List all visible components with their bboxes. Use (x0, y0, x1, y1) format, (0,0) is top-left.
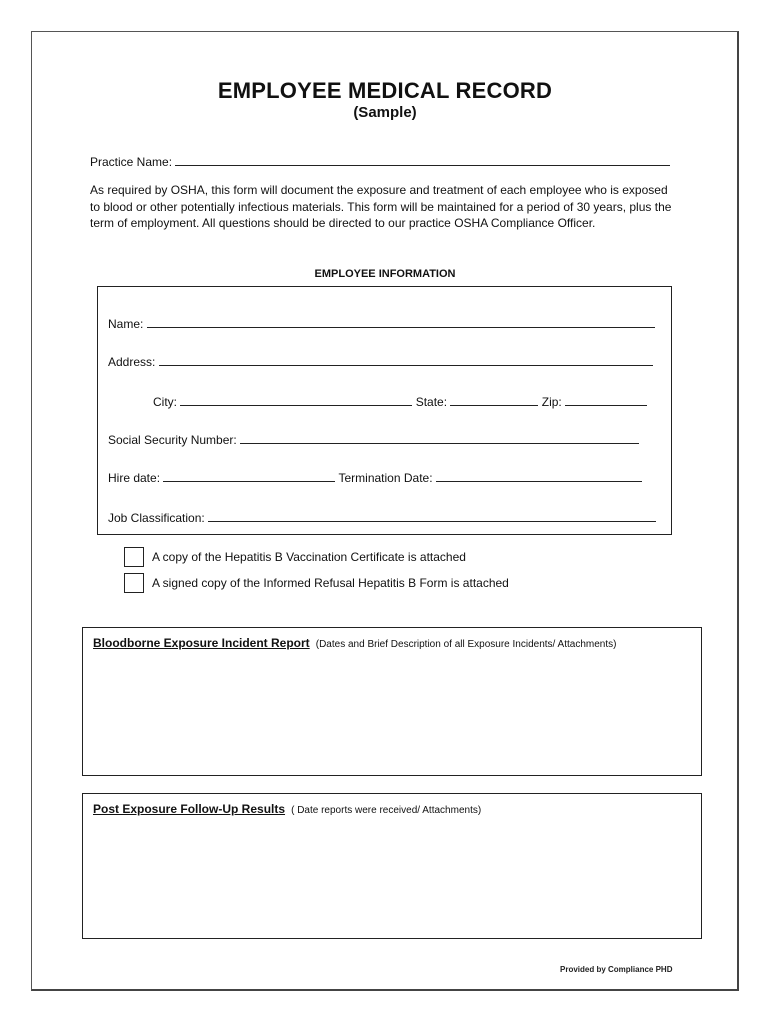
incident-report-box[interactable] (82, 627, 702, 776)
address-label: Address: (108, 355, 156, 369)
ssn-line[interactable] (240, 431, 639, 444)
ssn-label: Social Security Number: (108, 433, 237, 447)
ssn-field[interactable] (108, 431, 639, 447)
hire-date-line[interactable] (163, 469, 335, 482)
hire-date-label: Hire date: (108, 471, 161, 485)
address-field[interactable] (108, 353, 653, 369)
refusal-form-checkbox[interactable] (124, 573, 144, 593)
name-field[interactable] (108, 315, 655, 331)
practice-name-field[interactable] (90, 153, 670, 169)
follow-up-title: Post Exposure Follow-Up Results (93, 802, 286, 816)
hep-b-certificate-checkbox[interactable] (124, 547, 144, 567)
practice-name-line[interactable] (175, 153, 670, 166)
state-line[interactable] (450, 393, 538, 406)
job-classification-field[interactable] (108, 509, 656, 525)
city-label: City: (153, 395, 177, 409)
job-classification-label: Job Classification: (108, 511, 205, 525)
form-title: EMPLOYEE MEDICAL RECORD (217, 78, 553, 103)
refusal-form-label: A signed copy of the Informed Refusal Hepatitis B Form is attached (152, 576, 509, 590)
follow-up-box[interactable] (82, 793, 702, 939)
intro-paragraph: As required by OSHA, this form will document the exposure and treatment of each employee who is exposed to blood or other potentially infectious materials. This form will be maintained for a period of 30 years, plus the term of employment. All questions should be directed to our practice OSHA Compliance Officer. (90, 183, 672, 230)
follow-up-header (93, 802, 481, 816)
city-state-zip-row (153, 393, 647, 409)
dates-row (108, 469, 642, 485)
name-line[interactable] (147, 315, 655, 328)
hep-b-certificate-row[interactable] (124, 547, 466, 567)
zip-label: Zip: (541, 395, 562, 409)
address-line[interactable] (159, 353, 653, 366)
incident-report-title: Bloodborne Exposure Incident Report (93, 636, 310, 650)
footer-credit: Provided by Compliance PHD (560, 965, 673, 974)
refusal-form-row[interactable] (124, 573, 509, 593)
incident-report-header (93, 636, 616, 650)
name-label: Name: (108, 317, 144, 331)
zip-line[interactable] (565, 393, 647, 406)
hep-b-certificate-label: A copy of the Hepatitis B Vaccination Certificate is attached (152, 550, 466, 564)
state-label: State: (415, 395, 448, 409)
employee-info-heading: EMPLOYEE INFORMATION (314, 268, 456, 280)
incident-report-note: (Dates and Brief Description of all Exposure Incidents/ Attachments) (315, 639, 617, 650)
city-line[interactable] (180, 393, 412, 406)
form-subtitle: (Sample) (353, 104, 417, 121)
termination-date-line[interactable] (436, 469, 642, 482)
practice-name-label: Practice Name: (90, 155, 173, 169)
follow-up-note: ( Date reports were received/ Attachments) (291, 805, 482, 816)
termination-date-label: Termination Date: (338, 471, 433, 485)
employee-info-box (97, 286, 672, 535)
job-classification-line[interactable] (208, 509, 656, 522)
